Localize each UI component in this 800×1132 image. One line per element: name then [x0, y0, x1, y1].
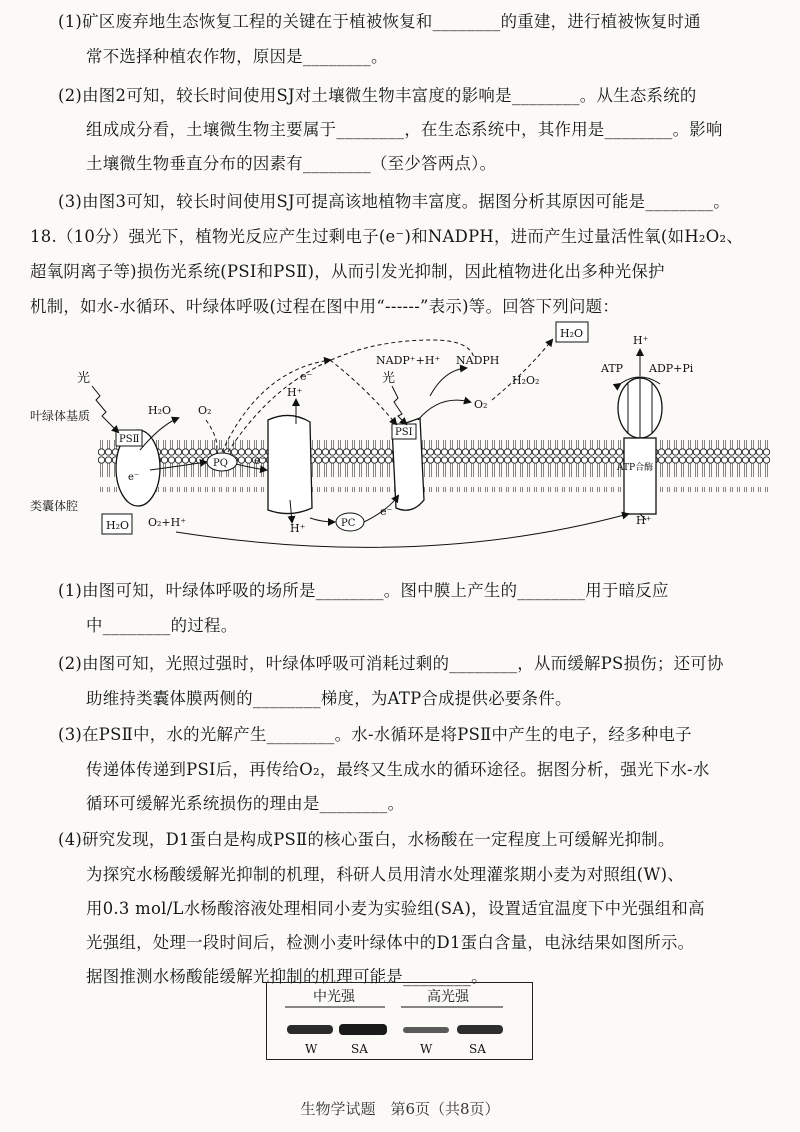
gel-group-high-light: 高光强 — [427, 989, 469, 1005]
q17-part3-line1: (3)由图3可知，较长时间使用SJ可提高该地植物丰富度。据图分析其原因可能是________。 — [58, 192, 730, 211]
q17-part2-line2: 组成成分看，土壤微生物主要属于________，在生态系统中，其作用是________。影响 — [86, 120, 723, 139]
light-label-1: 光 — [77, 371, 91, 386]
o2-h-label: O₂+H⁺ — [148, 516, 187, 529]
e-label-4: e⁻ — [300, 370, 313, 383]
gel-lane-2: SA — [351, 1042, 368, 1056]
light-label-2: 光 — [382, 371, 396, 386]
gel-group-medium-light: 中光强 — [313, 989, 355, 1005]
nadp-label: NADP⁺+H⁺ — [376, 354, 441, 367]
q18-sub4-line2: 为探究水杨酸缓解光抑制的机理，科研人员用清水处理灌浆期小麦为对照组(W)、 — [86, 865, 685, 884]
q18-sub2-line1: (2)由图可知，光照过强时，叶绿体呼吸可消耗过剩的________，从而缓解PS损伤；还可协 — [58, 654, 724, 673]
q18-intro-line2: 超氧阴离子等)损伤光系统(PSⅠ和PSⅡ)，从而引发光抑制，因此植物进化出多种光保护 — [30, 262, 665, 281]
cytochrome-complex — [268, 415, 312, 513]
q18-sub3-line1: (3)在PSⅡ中，水的光解产生________。水-水循环是将PSⅡ中产生的电子，经多种电子 — [58, 725, 692, 744]
q18-sub1-line1: (1)由图可知，叶绿体呼吸的场所是________。图中膜上产生的________用于暗反应 — [58, 581, 669, 600]
psii-complex — [116, 430, 160, 506]
q18-sub4-line3: 用0.3 mol/L水杨酸溶液处理相同小麦为实验组(SA)，设置适宜温度下中光强组和高 — [86, 899, 705, 918]
e-label-1: e⁻ — [128, 472, 140, 483]
psi-complex — [392, 418, 424, 510]
q18-sub3-line3: 循环可缓解光系统损伤的理由是________。 — [86, 794, 405, 813]
pc-label: PC — [341, 518, 356, 529]
pq-label: PQ — [213, 458, 228, 469]
thylakoid-diagram — [0, 300, 800, 580]
h2o-box-left-label: H₂O — [106, 519, 130, 532]
e-label-3: e⁻ — [380, 505, 393, 518]
q18-intro-line1: 18.（10分）强光下，植物光反应产生过剩电子(e⁻)和NADPH，进而产生过量活性氧(如H₂O₂、 — [30, 227, 744, 246]
gel-band-w-high — [403, 1027, 449, 1033]
q17-part2-line1: (2)由图2可知，较长时间使用SJ对土壤微生物丰富度的影响是________。从生态系统的 — [58, 86, 697, 105]
atp-synthase-label: ATP合酶 — [617, 463, 654, 473]
q18-intro-line3: 机制，如水-水循环、叶绿体呼吸(过程在图中用“------”表示)等。回答下列问题： — [30, 297, 620, 316]
thylakoid-membrane — [98, 440, 770, 492]
psi-label: PSⅠ — [395, 427, 413, 438]
e-label-2: e⁻ — [254, 454, 267, 467]
h2o2-label: H₂O₂ — [512, 374, 540, 387]
h2o-top-label: H₂O — [148, 404, 172, 417]
page-footer: 生物学试题 第6页（共8页） — [300, 1100, 500, 1118]
q18-sub4-line4: 光强组，处理一段时间后，检测小麦叶绿体中的D1蛋白含量，电泳结果如图所示。 — [86, 933, 695, 952]
gel-lane-4: SA — [469, 1042, 486, 1056]
q18-sub4-line1: (4)研究发现，D1蛋白是构成PSⅡ的核心蛋白，水杨酸在一定程度上可缓解光抑制。 — [58, 830, 675, 849]
q17-part1-line2: 常不选择种植农作物，原因是________。 — [86, 47, 388, 66]
hplus-mid-label: H⁺ — [287, 386, 303, 399]
q17-part2-line3: 土壤微生物垂直分布的因素有________（至少答两点）。 — [86, 154, 497, 173]
q18-sub4-line5: 据图推测水杨酸能缓解光抑制的机理可能是________。 — [86, 967, 488, 986]
hplus-bottom-label: H⁺ — [636, 514, 652, 527]
q18-sub2-line2: 助维持类囊体膜两侧的________梯度，为ATP合成提供必要条件。 — [86, 689, 572, 708]
hplus-top-label: H⁺ — [633, 334, 649, 347]
o2-right-label: O₂ — [474, 398, 488, 411]
gel-band-sa-medium — [339, 1024, 387, 1035]
hplus-mid-low-label: H⁺ — [290, 522, 306, 535]
psii-label: PSⅡ — [119, 434, 140, 445]
atp-label: ATP — [601, 362, 624, 375]
lumen-label: 类囊体腔 — [30, 499, 79, 513]
gel-band-sa-high — [457, 1025, 503, 1034]
q18-sub1-line2: 中________的过程。 — [86, 616, 238, 635]
h2o-box-top-label: H₂O — [560, 327, 584, 340]
o2-top-label: O₂ — [198, 404, 212, 417]
nadph-label: NADPH — [456, 354, 500, 367]
adp-label: ADP+Pi — [649, 362, 694, 375]
gel-band-w-medium — [287, 1025, 333, 1034]
stroma-label: 叶绿体基质 — [30, 409, 91, 423]
q18-sub3-line2: 传递体传递到PSⅠ后，再传给O₂，最终又生成水的循环途径。据图分析，强光下水-水 — [86, 760, 710, 779]
gel-lane-1: W — [305, 1042, 318, 1056]
electrophoresis-figure — [266, 982, 533, 1060]
q17-part1-line1: (1)矿区废弃地生态恢复工程的关键在于植被恢复和________的重建，进行植被恢复时通 — [58, 12, 701, 31]
gel-lane-3: W — [420, 1042, 433, 1056]
